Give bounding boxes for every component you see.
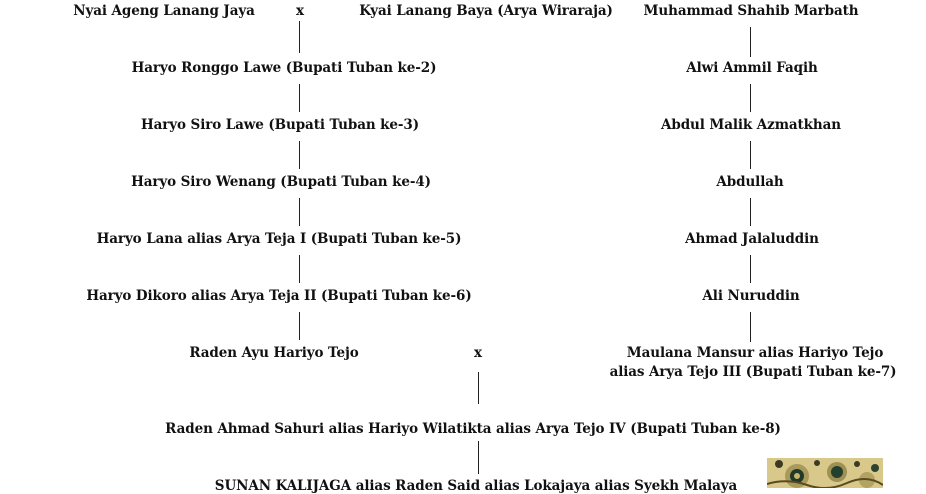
connector-marriage <box>478 372 479 404</box>
kyai-lanang-baya: Kyai Lanang Baya (Arya Wiraraja) <box>359 3 613 19</box>
haryo-siro-wenang: Haryo Siro Wenang (Bupati Tuban ke-4) <box>131 174 431 190</box>
abdul-malik-azmatkhan: Abdul Malik Azmatkhan <box>660 117 842 133</box>
haryo-dikoro: Haryo Dikoro alias Arya Teja II (Bupati Tuban ke-6) <box>86 288 472 304</box>
nyai-ageng-lanang-jaya: Nyai Ageng Lanang Jaya <box>73 3 255 19</box>
connector-left-6 <box>299 312 300 340</box>
connector-right-2 <box>750 84 751 112</box>
haryo-ronggo-lawe: Haryo Ronggo Lawe (Bupati Tuban ke-2) <box>131 60 437 76</box>
ahmad-jalaluddin: Ahmad Jalaluddin <box>685 231 819 247</box>
ali-nuruddin: Ali Nuruddin <box>702 288 800 304</box>
marriage-x-top: x <box>296 3 304 19</box>
connector-left-3 <box>299 141 300 169</box>
haryo-siro-lawe: Haryo Siro Lawe (Bupati Tuban ke-3) <box>140 117 420 133</box>
connector-right-3 <box>750 141 751 169</box>
connector-right-5 <box>750 255 751 283</box>
connector-right-6 <box>750 312 751 342</box>
muhammad-shahib-marbath: Muhammad Shahib Marbath <box>643 3 859 19</box>
connector-left-1 <box>299 21 300 53</box>
raden-ahmad-sahuri: Raden Ahmad Sahuri alias Hariyo Wilatikta alias Arya Tejo IV (Bupati Tuban ke-8) <box>165 421 781 437</box>
sunan-kalijaga: SUNAN KALIJAGA alias Raden Said alias Lokajaya alias Syekh Malaya <box>214 478 738 494</box>
connector-left-5 <box>299 255 300 283</box>
connector-left-2 <box>299 84 300 112</box>
ornamental-image <box>767 458 883 488</box>
ornament-pattern-icon <box>767 458 883 488</box>
abdullah: Abdullah <box>716 174 784 190</box>
marriage-x-middle: x <box>474 345 482 361</box>
connector-right-1 <box>750 27 751 57</box>
maulana-mansur-line2: alias Arya Tejo III (Bupati Tuban ke-7) <box>609 364 897 380</box>
raden-ayu-hariyo-tejo: Raden Ayu Hariyo Tejo <box>189 345 359 361</box>
haryo-lana: Haryo Lana alias Arya Teja I (Bupati Tuban ke-5) <box>96 231 462 247</box>
connector-sahuri <box>478 441 479 474</box>
alwi-ammil-faqih: Alwi Ammil Faqih <box>686 60 818 76</box>
connector-left-4 <box>299 198 300 226</box>
maulana-mansur-line1: Maulana Mansur alias Hariyo Tejo <box>626 345 884 361</box>
connector-right-4 <box>750 198 751 226</box>
